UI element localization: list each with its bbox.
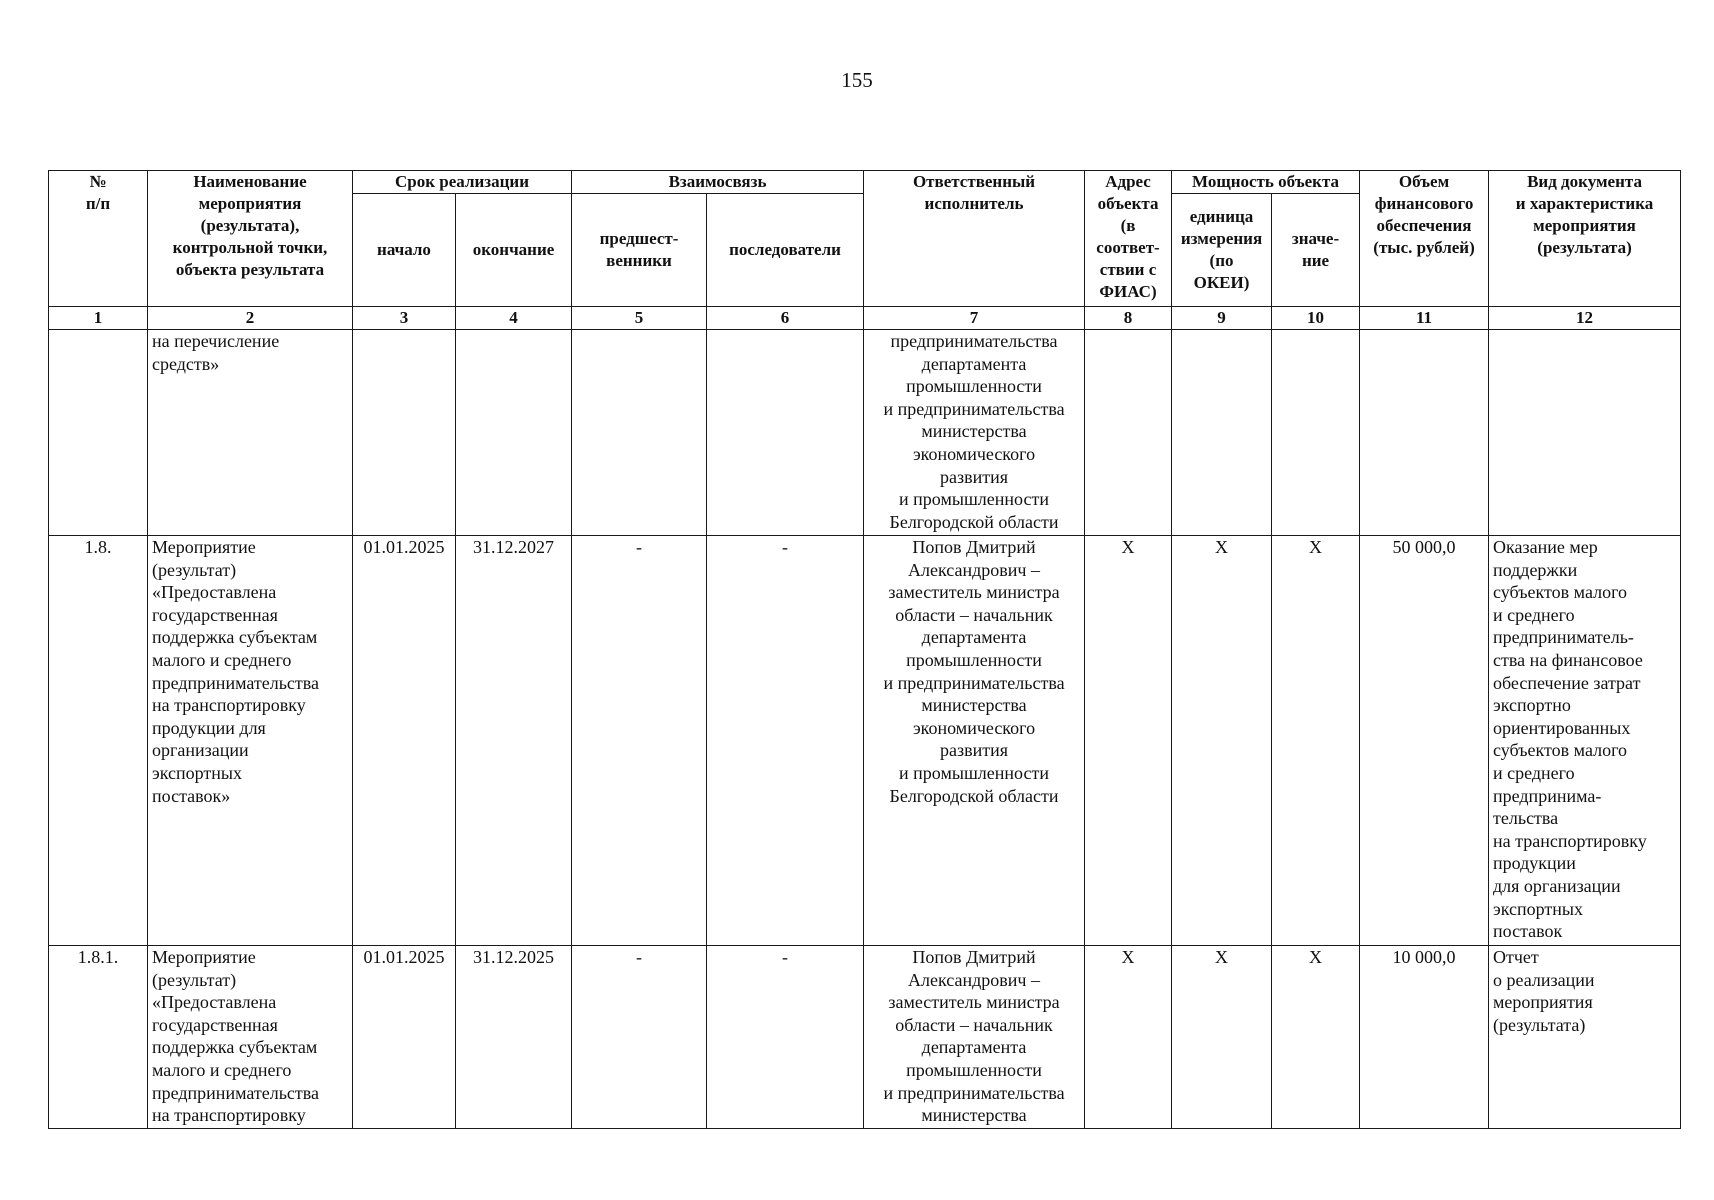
table-row bbox=[49, 536, 1681, 946]
column-number: 3 bbox=[353, 307, 456, 330]
row-number: 1.8.1. bbox=[49, 946, 148, 1129]
column-number: 8 bbox=[1085, 307, 1172, 330]
responsible-executor: Попов Дмитрий Александрович – заместитель министра области – начальник департамента промышленности и предпринимательства министерства экономического развития и промышленности Белгородской области bbox=[864, 536, 1085, 946]
row-number: 1.8. bbox=[49, 536, 148, 946]
capacity-value bbox=[1272, 330, 1360, 536]
header-finance: Объем финансового обеспечения (тыс. рублей) bbox=[1360, 171, 1489, 307]
header-start: начало bbox=[353, 194, 456, 307]
header-row-top bbox=[49, 171, 1681, 194]
header-period: Срок реализации bbox=[353, 171, 572, 194]
capacity-unit: X bbox=[1172, 536, 1272, 946]
predecessors: - bbox=[572, 536, 707, 946]
capacity-value: X bbox=[1272, 536, 1360, 946]
document-type: Оказание мер поддержки субъектов малого и среднего предприниматель- ства на финансовое обеспечение затрат экспортно ориентированных субъектов малого и среднего предпринима- тельства на транспортировку продукции для организации экспортных поставок bbox=[1489, 536, 1681, 946]
object-address: X bbox=[1085, 946, 1172, 1129]
header-num: № п/п bbox=[49, 171, 148, 307]
column-number: 1 bbox=[49, 307, 148, 330]
column-number: 9 bbox=[1172, 307, 1272, 330]
column-number: 10 bbox=[1272, 307, 1360, 330]
successors: - bbox=[707, 946, 864, 1129]
end-date: 31.12.2027 bbox=[456, 536, 572, 946]
header-predecessors: предшест- венники bbox=[572, 194, 707, 307]
capacity-value: X bbox=[1272, 946, 1360, 1129]
column-number: 4 bbox=[456, 307, 572, 330]
header-executor: Ответственный исполнитель bbox=[864, 171, 1085, 307]
column-number-row bbox=[49, 307, 1681, 330]
predecessors: - bbox=[572, 946, 707, 1129]
header-end: окончание bbox=[456, 194, 572, 307]
finance-amount: 50 000,0 bbox=[1360, 536, 1489, 946]
activity-plan-table bbox=[48, 170, 1681, 1129]
activity-name: Мероприятие (результат) «Предоставлена государственная поддержка субъектам малого и среднего предпринимательства на транспортировку bbox=[148, 946, 353, 1129]
column-number: 12 bbox=[1489, 307, 1681, 330]
responsible-executor: предпринимательства департамента промышленности и предпринимательства министерства экономического развития и промышленности Белгородской области bbox=[864, 330, 1085, 536]
page-number: 155 bbox=[841, 68, 873, 92]
header-successors: последователи bbox=[707, 194, 864, 307]
finance-amount bbox=[1360, 330, 1489, 536]
successors: - bbox=[707, 536, 864, 946]
finance-amount: 10 000,0 bbox=[1360, 946, 1489, 1129]
column-number: 5 bbox=[572, 307, 707, 330]
header-doc: Вид документа и характеристика мероприятия (результата) bbox=[1489, 171, 1681, 307]
table-row bbox=[49, 330, 1681, 536]
header-capacity: Мощность объекта bbox=[1172, 171, 1360, 194]
document-type bbox=[1489, 330, 1681, 536]
header-name: Наименование мероприятия (результата), контрольной точки, объекта результата bbox=[148, 171, 353, 307]
header-value: значе- ние bbox=[1272, 194, 1360, 307]
header-address: Адрес объекта (в соответ- ствии с ФИАС) bbox=[1085, 171, 1172, 307]
table-row bbox=[49, 946, 1681, 1129]
capacity-unit bbox=[1172, 330, 1272, 536]
start-date: 01.01.2025 bbox=[353, 536, 456, 946]
column-number: 7 bbox=[864, 307, 1085, 330]
column-number: 11 bbox=[1360, 307, 1489, 330]
row-number bbox=[49, 330, 148, 536]
column-number: 6 bbox=[707, 307, 864, 330]
end-date bbox=[456, 330, 572, 536]
start-date: 01.01.2025 bbox=[353, 946, 456, 1129]
activity-name: на перечисление средств» bbox=[148, 330, 353, 536]
predecessors bbox=[572, 330, 707, 536]
end-date: 31.12.2025 bbox=[456, 946, 572, 1129]
activity-name: Мероприятие (результат) «Предоставлена государственная поддержка субъектам малого и среднего предпринимательства на транспортировку продукции для организации экспортных поставок» bbox=[148, 536, 353, 946]
document-type: Отчет о реализации мероприятия (результата) bbox=[1489, 946, 1681, 1129]
successors bbox=[707, 330, 864, 536]
capacity-unit: X bbox=[1172, 946, 1272, 1129]
start-date bbox=[353, 330, 456, 536]
object-address bbox=[1085, 330, 1172, 536]
responsible-executor: Попов Дмитрий Александрович – заместитель министра области – начальник департамента промышленности и предпринимательства министерства bbox=[864, 946, 1085, 1129]
column-number: 2 bbox=[148, 307, 353, 330]
header-unit: единица измерения (по ОКЕИ) bbox=[1172, 194, 1272, 307]
header-link: Взаимосвязь bbox=[572, 171, 864, 194]
object-address: X bbox=[1085, 536, 1172, 946]
